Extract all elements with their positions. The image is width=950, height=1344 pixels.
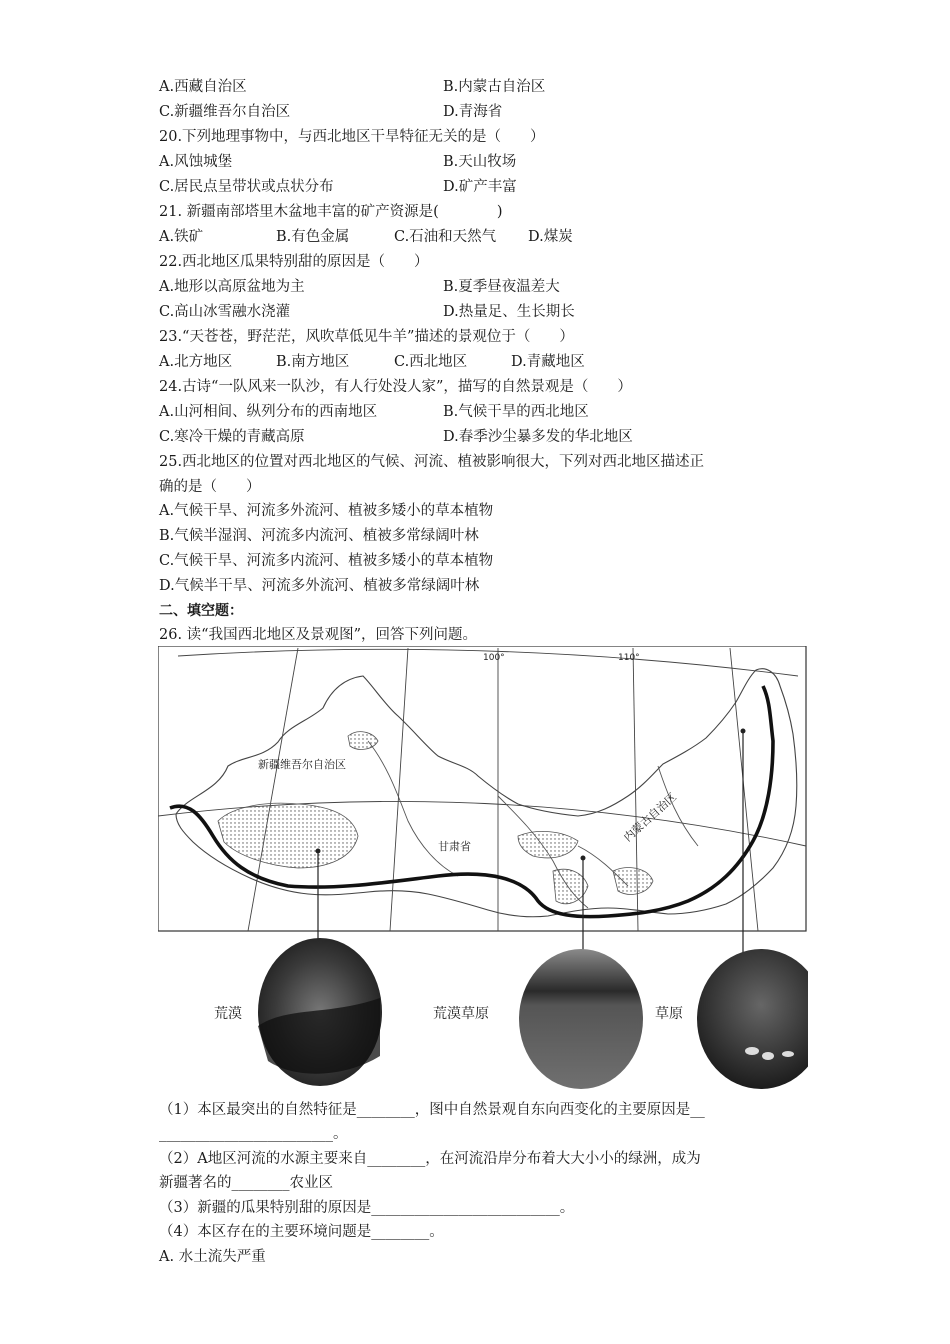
q26-part1-line1: （1）本区最突出的自然特征是________，图中自然景观自东向西变化的主要原因是__ [159,1102,705,1118]
q26-part3: （3）新疆的瓜果特别甜的原因是__________________________。 [159,1200,575,1216]
q20-option-a: A.风蚀城堡 [159,154,233,170]
q23-option-b: B.南方地区 [276,354,350,370]
q22-option-d: D.热量足、生长期长 [443,304,575,320]
q25-option-d: D.气候半干旱、河流多外流河、植被多常绿阔叶林 [159,578,480,594]
q25-option-c: C.气候干旱、河流多内流河、植被多矮小的草本植物 [159,553,494,569]
label-lon-100: 100° [483,653,505,663]
q20-option-c: C.居民点呈带状或点状分布 [159,179,334,195]
q19-option-c: C.新疆维吾尔自治区 [159,104,291,120]
section-heading-fill-blank: 二、填空题： [159,603,243,619]
q25-option-a: A.气候干旱、河流多外流河、植被多矮小的草本植物 [159,503,494,519]
q23-option-c: C.西北地区 [394,354,468,370]
q25-stem-line2: 确的是（ ） [159,479,261,495]
q21-option-d: D.煤炭 [528,229,573,245]
photo-desert-steppe [519,949,643,1089]
q24-option-b: B.气候干旱的西北地区 [443,404,589,420]
q25-option-b: B.气候半湿润、河流多内流河、植被多常绿阔叶林 [159,528,479,544]
q24-stem: 24.古诗“一队风来一队沙，有人行处没人家”，描写的自然景观是（ ） [159,379,632,395]
q26-part4-option-a: A. 水土流失严重 [159,1249,266,1265]
q26-stem: 26. 读“我国西北地区及景观图”，回答下列问题。 [159,627,477,643]
q22-option-a: A.地形以高原盆地为主 [159,279,305,295]
label-desert: 荒漠 [214,1006,242,1022]
q22-stem: 22.西北地区瓜果特别甜的原因是（ ） [159,254,429,270]
photo-steppe [697,949,808,1089]
q25-stem-line1: 25.西北地区的位置对西北地区的气候、河流、植被影响很大，下列对西北地区描述正 [159,454,705,470]
q23-option-d: D.青藏地区 [511,354,585,370]
label-lon-110: 110° [618,653,640,663]
q21-option-c: C.石油和天然气 [394,229,497,245]
q21-stem: 21. 新疆南部塔里木盆地丰富的矿产资源是( ) [159,204,503,220]
q26-part4: （4）本区存在的主要环境问题是________。 [159,1224,444,1240]
q24-option-a: A.山河相间、纵列分布的西南地区 [159,404,378,420]
q20-stem: 20.下列地理事物中，与西北地区干旱特征无关的是（ ） [159,129,545,145]
q21-option-a: A.铁矿 [159,229,204,245]
northwest-map-figure [158,646,808,1096]
q26-part2-line2: 新疆著名的________农业区 [159,1175,333,1191]
label-steppe: 草原 [655,1006,683,1022]
q26-part2-line1: （2）A地区河流的水源主要来自________，在河流沿岸分布着大大小小的绿洲，成为 [159,1151,701,1167]
q23-option-a: A.北方地区 [159,354,233,370]
q24-option-d: D.春季沙尘暴多发的华北地区 [443,429,633,445]
q24-option-c: C.寒冷干燥的青藏高原 [159,429,305,445]
q20-option-d: D.矿产丰富 [443,179,517,195]
q22-option-b: B.夏季昼夜温差大 [443,279,560,295]
q20-option-b: B.天山牧场 [443,154,517,170]
label-xinjiang: 新疆维吾尔自治区 [258,758,346,771]
label-desert-steppe: 荒漠草原 [433,1006,489,1022]
label-gansu: 甘肃省 [438,840,471,853]
map-svg [158,646,808,1092]
q22-option-c: C.高山冰雪融水浇灌 [159,304,291,320]
q19-option-d: D.青海省 [443,104,503,120]
q19-option-b: B.内蒙古自治区 [443,79,546,95]
q21-option-b: B.有色金属 [276,229,350,245]
q23-stem: 23.“天苍苍，野茫茫，风吹草低见牛羊”描述的景观位于（ ） [159,329,574,345]
q19-option-a: A.西藏自治区 [159,79,247,95]
label-neimenggu: 内蒙古自治区 [621,790,680,845]
q26-part1-line2: ________________________。 [159,1126,348,1142]
